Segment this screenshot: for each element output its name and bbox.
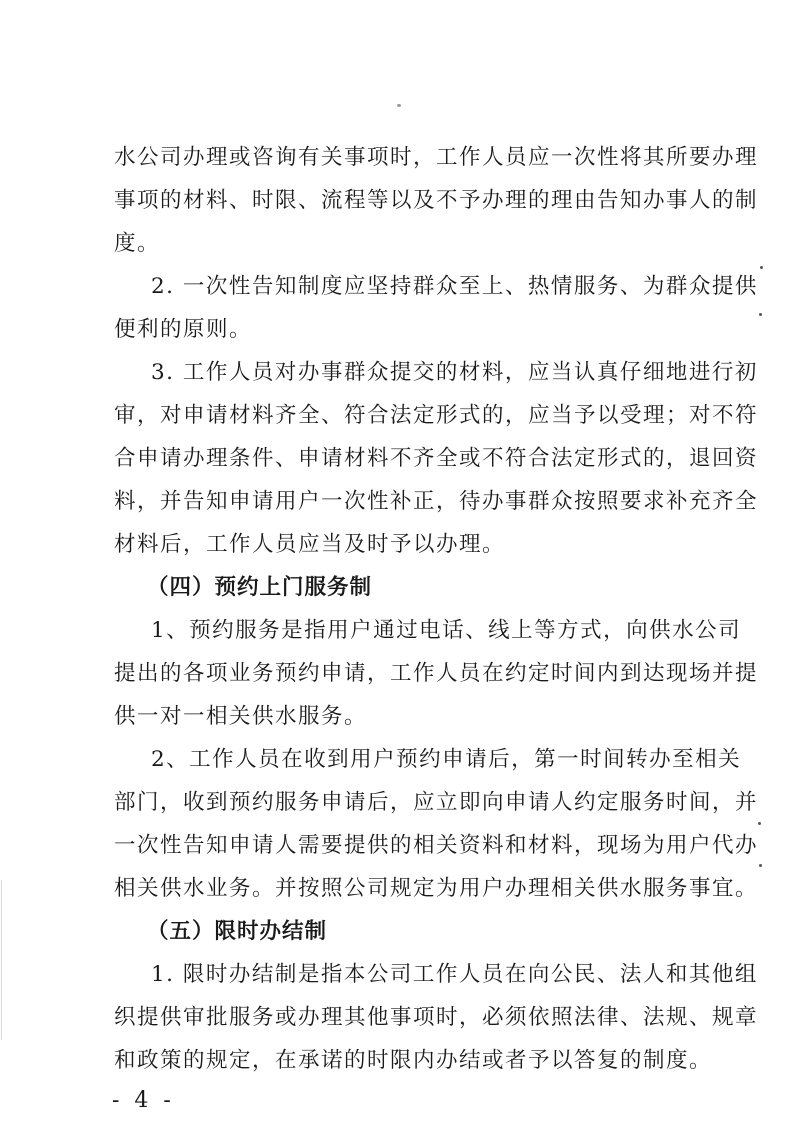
paragraph-line: 水公司办理或咨询有关事项时，工作人员应一次性将其所要办理 (114, 145, 759, 170)
paragraph-line: 2、工作人员在收到用户预约申请后，第一时间转办至相关 (151, 747, 742, 772)
paragraph-line: 材料后，工作人员应当及时予以办理。 (114, 532, 506, 557)
paragraph-line: 部门，收到预约服务申请后，应立即向申请人约定服务时间，并 (114, 790, 759, 815)
paragraph-line: 度。 (114, 231, 161, 256)
paragraph-line: 审，对申请材料齐全、符合法定形式的，应当予以受理；对不符 (114, 403, 759, 428)
paragraph-line: 料，并告知申请用户一次性补正，待办事群众按照要求补充齐全 (114, 489, 759, 514)
paragraph-line: 织提供审批服务或办理其他事项时，必须依照法律、法规、规章 (114, 1005, 759, 1030)
scan-speck (759, 313, 762, 316)
scan-speck (760, 266, 763, 269)
section-heading: （五）限时办结制 (147, 919, 328, 944)
scan-speck (758, 822, 761, 825)
scan-speck (397, 104, 401, 107)
scan-edge-line (1, 880, 2, 1040)
paragraph-line: 供一对一相关供水服务。 (114, 704, 368, 729)
paragraph-line: 合申请办理条件、申请材料不齐全或不符合法定形式的，退回资 (114, 446, 759, 471)
page-number: - 4 - (112, 1088, 175, 1113)
paragraph-line: 相关供水业务。并按照公司规定为用户办理相关供水服务事宜。 (114, 876, 759, 901)
paragraph-line: 1. 限时办结制是指本公司工作人员在向公民、法人和其他组 (151, 962, 758, 987)
paragraph-line: 1、预约服务是指用户通过电话、线上等方式，向供水公司 (151, 618, 742, 643)
scan-speck (759, 864, 762, 867)
paragraph-line: 提出的各项业务预约申请，工作人员在约定时间内到达现场并提 (114, 661, 759, 686)
section-heading: （四）预约上门服务制 (147, 575, 373, 600)
paragraph-line: 便利的原则。 (114, 317, 253, 342)
paragraph-line: 和政策的规定，在承诺的时限内办结或者予以答复的制度。 (114, 1048, 713, 1073)
paragraph-line: 事项的材料、时限、流程等以及不予办理的理由告知办事人的制 (114, 188, 759, 213)
paragraph-line: 2. 一次性告知制度应坚持群众至上、热情服务、为群众提供 (151, 274, 758, 299)
paragraph-line: 3. 工作人员对办事群众提交的材料，应当认真仔细地进行初 (151, 360, 758, 385)
paragraph-line: 一次性告知申请人需要提供的相关资料和材料，现场为用户代办 (114, 833, 759, 858)
